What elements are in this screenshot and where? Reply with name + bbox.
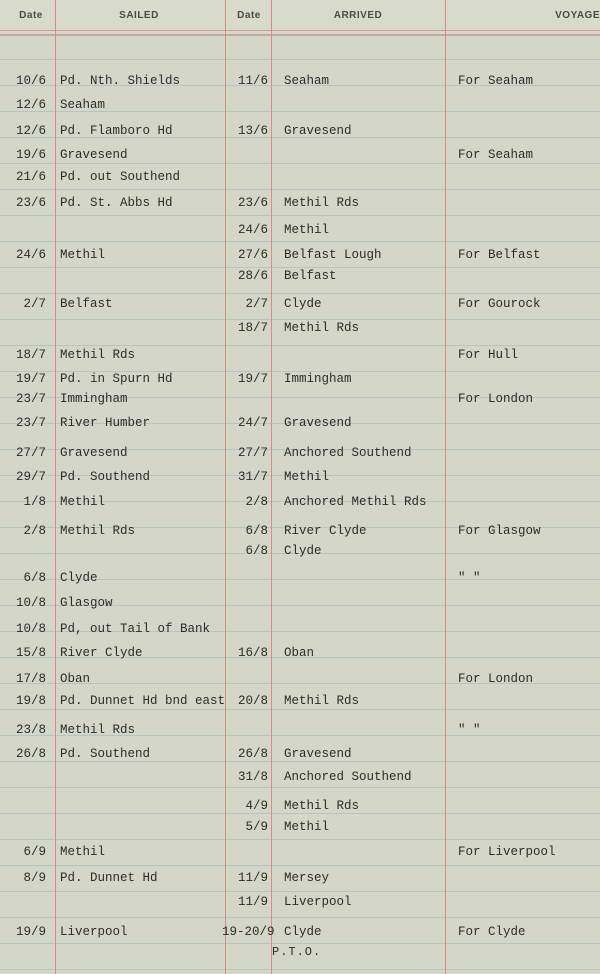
sailed-place: Pd. Dunnet Hd bnd east [60,694,226,708]
table-row [0,122,600,144]
date-sailed: 17/8 [15,672,46,686]
sailed-place: Oban [60,672,91,686]
sailed-place: Pd. Flamboro Hd [60,124,173,138]
date-arrived: 2/7 [245,297,268,311]
header-date-arrived: Date [237,10,261,21]
sailed-place: Pd. St. Abbs Hd [60,196,173,210]
table-row [0,444,600,466]
sailed-place: Belfast [60,297,113,311]
date-sailed: 12/6 [15,124,46,138]
arrived-place: Clyde [284,544,322,558]
voyage: For Hull [458,348,519,362]
date-arrived: 20/8 [237,694,268,708]
date-sailed: 18/7 [15,348,46,362]
header-sailed: SAILED [119,10,159,21]
table-row [0,569,600,591]
date-arrived: 13/6 [237,124,268,138]
table-row [0,893,600,915]
arrived-place: Clyde [284,297,322,311]
date-sailed: 23/8 [15,723,46,737]
date-sailed: 6/8 [23,571,46,585]
voyage: For London [458,392,534,406]
table-row [0,168,600,190]
table-row [0,267,600,289]
table-row [0,923,600,945]
sailed-place: Pd. Southend [60,747,151,761]
voyage: For Belfast [458,248,541,262]
date-sailed: 2/8 [23,524,46,538]
sailed-place: Pd. Nth. Shields [60,74,181,88]
sailed-place: River Clyde [60,646,143,660]
sailed-place: Clyde [60,571,98,585]
date-arrived: 24/7 [237,416,268,430]
date-sailed: 15/8 [15,646,46,660]
arrived-place: Methil Rds [284,799,360,813]
sailed-place: Glasgow [60,596,113,610]
voyage: For Glasgow [458,524,541,538]
table-row [0,692,600,714]
table-row [0,594,600,616]
arrived-place: Gravesend [284,747,352,761]
sailed-place: Gravesend [60,148,128,162]
sailed-place: Methil [60,495,106,509]
date-sailed: 19/7 [15,372,46,386]
date-sailed: 6/9 [23,845,46,859]
arrived-place: River Clyde [284,524,367,538]
date-arrived: 27/7 [237,446,268,460]
table-row [0,818,600,840]
sailed-place: Pd, out Tail of Bank [60,622,211,636]
sailed-place: Methil Rds [60,723,136,737]
date-arrived: 11/6 [237,74,268,88]
date-arrived: 31/8 [237,770,268,784]
date-arrived: 4/9 [245,799,268,813]
date-arrived: 6/8 [245,544,268,558]
table-row [0,745,600,767]
sailed-place: Methil Rds [60,524,136,538]
arrived-place: Belfast [284,269,337,283]
date-sailed: 27/7 [15,446,46,460]
voyage: For Liverpool [458,845,556,859]
table-row [0,414,600,436]
sailed-place: Methil [60,845,106,859]
table-row [0,346,600,368]
table-row [0,370,600,392]
table-row [0,522,600,544]
arrived-place: Anchored Southend [284,446,412,460]
arrived-place: Methil [284,470,330,484]
date-arrived: 11/9 [237,871,268,885]
footer-pto: P.T.O. [272,945,322,959]
date-arrived: 28/6 [237,269,268,283]
date-sailed: 26/8 [15,747,46,761]
date-arrived: 19-20/9 [222,925,275,939]
sailed-place: Pd. Dunnet Hd [60,871,158,885]
date-sailed: 2/7 [23,297,46,311]
header-rule [0,30,600,31]
date-sailed: 10/8 [15,596,46,610]
sailed-place: Gravesend [60,446,128,460]
table-header [0,0,600,36]
table-row [0,72,600,94]
date-arrived: 16/8 [237,646,268,660]
sailed-place: Immingham [60,392,128,406]
table-row [0,390,600,412]
arrived-place: Seaham [284,74,330,88]
date-sailed: 19/6 [15,148,46,162]
arrived-place: Methil [284,820,330,834]
arrived-place: Methil Rds [284,321,360,335]
date-sailed: 19/8 [15,694,46,708]
date-sailed: 10/8 [15,622,46,636]
sailed-place: Methil [60,248,106,262]
sailed-place: River Humber [60,416,151,430]
voyage: For Clyde [458,925,526,939]
table-row [0,542,600,564]
date-sailed: 1/8 [23,495,46,509]
table-row [0,721,600,743]
date-sailed: 29/7 [15,470,46,484]
table-row [0,620,600,642]
date-sailed: 23/7 [15,392,46,406]
table-row [0,797,600,819]
date-arrived: 18/7 [237,321,268,335]
table-row [0,246,600,268]
date-sailed: 12/6 [15,98,46,112]
arrived-place: Mersey [284,871,330,885]
date-sailed: 8/9 [23,871,46,885]
arrived-place: Methil [284,223,330,237]
voyage: For Gourock [458,297,541,311]
table-row [0,768,600,790]
table-row [0,869,600,891]
date-arrived: 6/8 [245,524,268,538]
arrived-place: Clyde [284,925,322,939]
date-sailed: 10/6 [15,74,46,88]
sailed-place: Methil Rds [60,348,136,362]
table-row [0,468,600,490]
date-sailed: 24/6 [15,248,46,262]
sailed-place: Liverpool [60,925,128,939]
voyage: For London [458,672,534,686]
date-arrived: 5/9 [245,820,268,834]
date-arrived: 19/7 [237,372,268,386]
voyage: For Seaham [458,74,534,88]
arrived-place: Gravesend [284,416,352,430]
table-row [0,221,600,243]
table-row [0,670,600,692]
voyage: " " [458,723,481,737]
date-arrived: 24/6 [237,223,268,237]
date-arrived: 2/8 [245,495,268,509]
date-arrived: 23/6 [237,196,268,210]
date-arrived: 26/8 [237,747,268,761]
header-date-sailed: Date [19,10,43,21]
table-row [0,96,600,118]
header-arrived: ARRIVED [333,10,383,21]
arrived-place: Anchored Southend [284,770,412,784]
date-sailed: 19/9 [15,925,46,939]
sailed-place: Pd. Southend [60,470,151,484]
date-arrived: 11/9 [237,895,268,909]
sailed-place: Seaham [60,98,106,112]
table-row [0,194,600,216]
table-row [0,319,600,341]
table-row [0,146,600,168]
table-row [0,644,600,666]
voyage: For Seaham [458,148,534,162]
table-row [0,295,600,317]
voyage: " " [458,571,481,585]
arrived-place: Methil Rds [284,694,360,708]
sailed-place: Pd. in Spurn Hd [60,372,173,386]
table-row [0,493,600,515]
date-sailed: 23/6 [15,196,46,210]
header-voyage: VOYAGE [555,10,600,21]
date-sailed: 21/6 [15,170,46,184]
arrived-place: Belfast Lough [284,248,382,262]
arrived-place: Methil Rds [284,196,360,210]
date-sailed: 23/7 [15,416,46,430]
arrived-place: Liverpool [284,895,352,909]
arrived-place: Gravesend [284,124,352,138]
sailed-place: Pd. out Southend [60,170,181,184]
date-arrived: 31/7 [237,470,268,484]
date-arrived: 27/6 [237,248,268,262]
arrived-place: Immingham [284,372,352,386]
arrived-place: Oban [284,646,315,660]
arrived-place: Anchored Methil Rds [284,495,427,509]
table-row [0,843,600,865]
